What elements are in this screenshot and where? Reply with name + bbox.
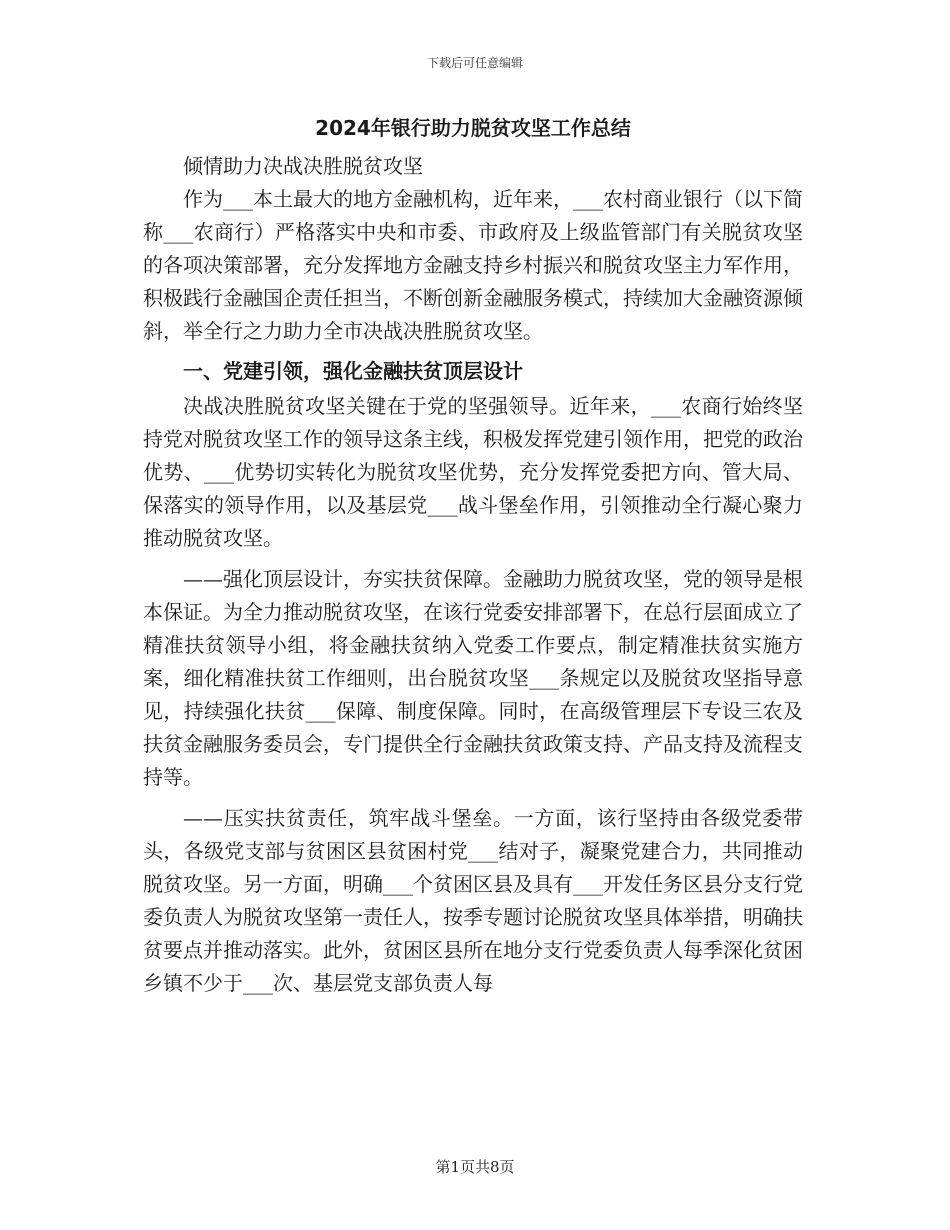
page-number: 第1页共8页 xyxy=(435,1158,515,1176)
document-body xyxy=(143,112,803,1000)
document-subtitle: 倾情助力决战决胜脱贫攻坚 xyxy=(183,154,423,178)
section1-paragraph-2: ——强化顶层设计，夯实扶贫保障。金融助力脱贫攻坚，党的领导是根本保证。为全力推动脱贫攻坚，在该行党委安排部署下，在总行层面成立了精准扶贫领导小组，将金融扶贫纳入党委工作要点，制定精准扶贫实施方案，细化精准扶贫工作细则，出台脱贫攻坚___条规定以及脱贫攻坚指导意见，持续强化扶贫___保障、制度保障。同时，在高级管理层下专设三农及扶贫金融服务委员会，专门提供全行金融扶贫政策支持、产品支持及流程支持等。 xyxy=(143,567,803,789)
section-heading-1: 一、党建引领，强化金融扶贫顶层设计 xyxy=(183,359,523,383)
header-note: 下载后可任意编辑 xyxy=(426,56,523,70)
section1-paragraph-1: 决战决胜脱贫攻坚关键在于党的坚强领导。近年来，___农商行始终坚持党对脱贫攻坚工作的领导这条主线，积极发挥党建引领作用，把党的政治优势、___优势切实转化为脱贫攻坚优势，充分发挥党委把方向、管大局、保落实的领导作用，以及基层党___战斗堡垒作用，引领推动全行凝心聚力推动脱贫攻坚。 xyxy=(143,394,803,550)
document-title: 2024年银行助力脱贫攻坚工作总结 xyxy=(315,116,631,140)
section1-paragraph-3: ——压实扶贫责任，筑牢战斗堡垒。一方面，该行坚持由各级党委带头，各级党支部与贫困区县贫困村党___结对子，凝聚党建合力，共同推动脱贫攻坚。另一方面，明确___个贫困区县及具有___开发任务区县分支行党委负责人为脱贫攻坚第一责任人，按季专题讨论脱贫攻坚具体举措，明确扶贫要点并推动落实。此外，贫困区县所在地分支行党委负责人每季深化贫困乡镇不少于___次、基层党支部负责人每 xyxy=(143,806,803,995)
intro-paragraph: 作为___本土最大的地方金融机构，近年来，___农村商业银行（以下简称___农商行）严格落实中央和市委、市政府及上级监管部门有关脱贫攻坚的各项决策部署，充分发挥地方金融支持乡村振兴和脱贫攻坚主力军作用，积极践行金融国企责任担当，不断创新金融服务模式，持续加大金融资源倾斜，举全行之力助力全市决战决胜脱贫攻坚。 xyxy=(143,187,803,343)
